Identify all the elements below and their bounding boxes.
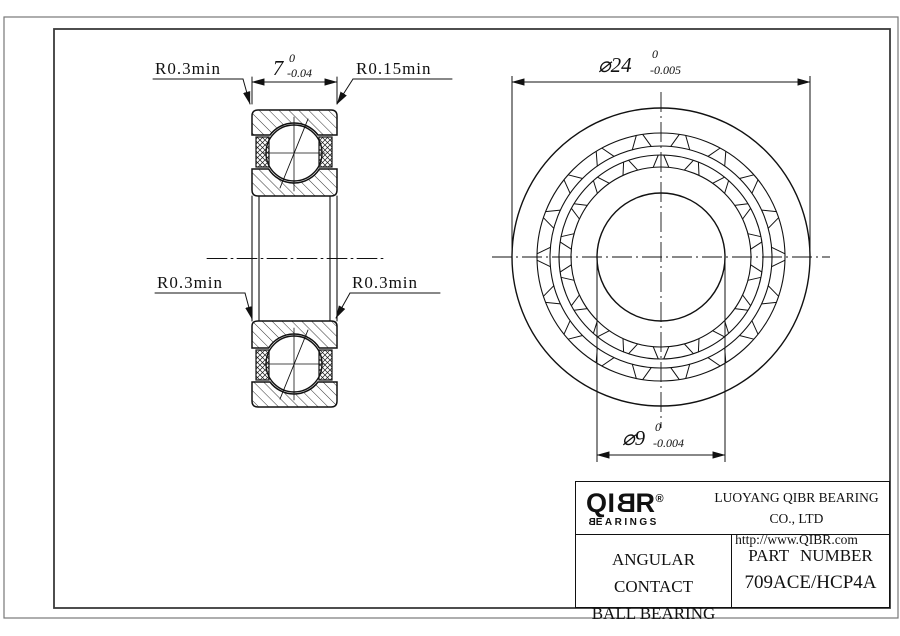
title-block (575, 481, 890, 623)
part-number-label: PART NUMBER (748, 546, 873, 565)
logo-subtext-mirrored-b: B (586, 517, 596, 528)
bore-edge-lines (252, 196, 337, 321)
title-block-header-row (576, 482, 889, 547)
logo-subtext-rest: EARINGS (595, 517, 659, 528)
company-name: LUOYANG QIBR BEARING CO., LTD (714, 490, 879, 526)
radius-label-top-right: R0.15min (356, 59, 432, 78)
cage-top-left (256, 137, 269, 167)
outer-dia-tol-upper: 0 (652, 47, 658, 61)
logo-text-end: R (635, 488, 656, 518)
cage-top-right (319, 137, 332, 167)
radius-label-mid-left: R0.3min (157, 273, 224, 292)
company-logo (576, 482, 704, 534)
front-view (492, 47, 830, 462)
logo-subtext (586, 517, 704, 528)
logo-wordmark (586, 486, 704, 516)
radius-label-top-left: R0.3min (155, 59, 222, 78)
cage-bottom-left (256, 350, 269, 380)
width-dim-tol-upper: 0 (289, 51, 295, 65)
product-name-line1: ANGULAR CONTACT (611, 550, 696, 596)
radius-label-mid-right: R0.3min (352, 273, 419, 292)
product-name-cell (576, 535, 732, 623)
width-dim-tol-lower: -0.04 (287, 66, 312, 80)
bore-dia-value: ⌀9 (622, 426, 646, 450)
product-name-line2: BALL BEARING (591, 604, 716, 623)
logo-text: QI (586, 488, 616, 518)
registered-trademark-symbol: ® (655, 493, 665, 505)
part-number-value: 709ACE/HCP4A (744, 572, 877, 593)
bore-dia-tol-upper: 0 (655, 420, 661, 434)
cage-bottom-right (319, 350, 332, 380)
title-block-lower-row (576, 535, 889, 623)
company-info (704, 482, 889, 547)
width-dim-value: 7 (272, 56, 284, 80)
section-view (153, 51, 452, 407)
logo-text-mirrored-b: B (615, 488, 636, 518)
width-dimension (252, 77, 337, 104)
bore-dia-tol-lower: -0.004 (653, 436, 684, 450)
company-website[interactable]: http://www.QIBR.com (735, 532, 858, 547)
part-number-cell (732, 535, 889, 607)
outer-dia-tol-lower: -0.005 (650, 63, 681, 77)
outer-dia-value: ⌀24 (598, 53, 632, 77)
